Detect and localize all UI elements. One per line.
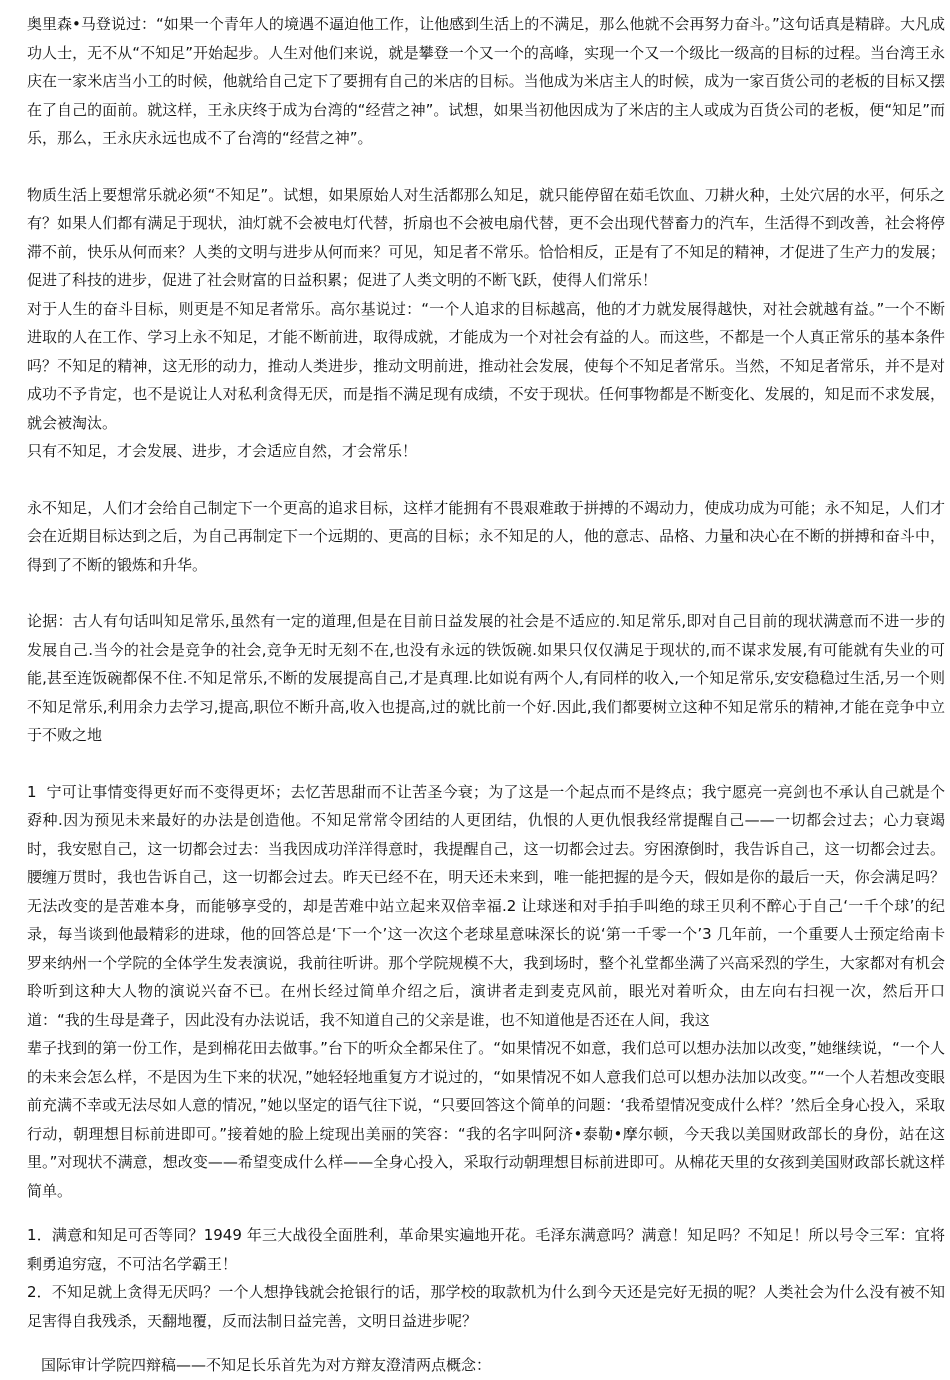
paragraph-gap: [27, 466, 945, 494]
paragraph-gap: [27, 579, 945, 607]
paragraph-gap: [27, 153, 945, 181]
document-page: [27, 10, 945, 1380]
paragraph-gap: [27, 1205, 945, 1221]
paragraph-examples: 1 宁可让事情变得更好而不变得更坏；去忆苦思甜而不让苦圣今衰；为了这是一个起点而不是终点；我宁愿亮一亮剑也不承认自己就是个孬种.因为预见未来最好的办法是创造他。不知足常常令团结的人更团结，仇恨的人更仇恨我经常提醒自己——一切都会过去；心力衰竭时，我安慰自己，这一切都会过去：当我因成功洋洋得意时，我提醒自己，这一切都会过去。穷困潦倒时，我告诉自己，这一切都会过去。腰缠万贯时，我也告诉自己，这一切都会过去。昨天已经不在，明天还未来到，唯一能把握的是今天，假如是你的最后一天，你会满足吗？无法改变的是苦难本身，而能够享受的，却是苦难中站立起来双倍幸福.2 让球迷和对手拍手叫绝的球王贝利不醉心于自己‘一千个球’的纪录，每当谈到他最精彩的进球，他的回答总是‘下一个’这一次这个老球星意味深长的说‘第一千零一个’3 几年前，一个重要人士预定给南卡罗来纳州一个学院的全体学生发表演说，我前往听讲。那个学院规模不大，我到场时，整个礼堂都坐满了兴高采烈的学生，大家都对有机会聆听到这种大人物的演说兴奋不已。在州长经过简单介绍之后，演讲者走到麦克风前，眼光对着听众，由左向右扫视一次，然后开口道：“我的生母是聋子，因此没有办法说话，我不知道自己的父亲是谁，也不知道他是否还在人间，我这 辈子找到的第一份工作，是到棉花田去做事。”台下的听众全都呆住了。“如果情况不如意，我们总可以想办法加以改变，”她继续说，“一个人的未来会怎么样，不是因为生下来的状况，”她轻轻地重复方才说过的，“如果情况不如人意我们总可以想办法加以改变。”“一个人若想改变眼前充满不幸或无法尽如人意的情况，”她以坚定的语气往下说，“只要回答这个简单的问题：‘我希望情况变成什么样？’然后全身心投入，采取行动，朝理想目标前进即可。”接着她的脸上绽现出美丽的笑容：“我的名字叫阿济•泰勒•摩尔顿，今天我以美国财政部长的身份，站在这里。”对现状不满意，想改变——希望变成什么样——全身心投入，采取行动朝理想目标前进即可。从棉花天里的女孩到美国财政部长就这样简单。: [27, 782, 945, 1200]
paragraph-never-content: 永不知足，人们才会给自己制定下一个更高的追求目标，这样才能拥有不畏艰难敢于拼搏的不竭动力，使成功成为可能；永不知足，人们才会在近期目标达到之后，为自己再制定下一个远期的、更高的目标；永不知足的人，他的意志、品格、力量和决心在不断的拼搏和奋斗中，得到了不断的锻炼和升华。: [27, 498, 945, 574]
paragraph-gap: [27, 750, 945, 778]
paragraph-only-not-content: 只有不知足，才会发展、进步，才会适应自然，才会常乐！: [27, 442, 418, 460]
paragraph-question-2: 2．不知足就上贪得无厌吗？一个人想挣钱就会抢银行的话，那学校的取款机为什么到今天还是完好无损的呢？人类社会为什么没有被不知足害得自我残杀，天翻地覆，反而法制日益完善，文明日益进步呢？: [27, 1283, 945, 1330]
paragraph-gap: [27, 1335, 945, 1351]
paragraph-question-1: 1．满意和知足可否等同？1949 年三大战役全面胜利，革命果实遍地开花。毛泽东满意吗？满意！知足吗？不知足！所以号令三军：宜将剩勇追穷寇，不可沽名学霸王！: [27, 1226, 945, 1273]
paragraph-life-goals: 对于人生的奋斗目标，则更是不知足者常乐。高尔基说过：“一个人追求的目标越高，他的才力就发展得越快，对社会就越有益。”一个不断进取的人在工作、学习上永不知足，才能不断前进，取得成就，才能成为一个对社会有益的人。而这些，不都是一个人真正常乐的基本条件吗？不知足的精神，这无形的动力，推动人类进步，推动文明前进，推动社会发展，使每个不知足者常乐。当然，不知足者常乐，并不是对成功不予肯定，也不是说让人对私利贪得无厌，而是指不满足现有成绩，不安于现状。任何事物都是不断变化、发展的，知足而不求发展，就会被淘汰。: [27, 299, 945, 432]
paragraph-debate-title: 国际审计学院四辩稿——不知足长乐首先为对方辩友澄清两点概念：: [41, 1356, 492, 1374]
paragraph-material-life: 物质生活上要想常乐就必须“不知足”。试想，如果原始人对生活都那么知足，就只能停留在茹毛饮血、刀耕火种，土处穴居的水平，何乐之有？如果人们都有满足于现状，油灯就不会被电灯代替，折扇也不会被电扇代替，更不会出现代替畜力的汽车，生活得不到改善，社会将停滞不前，快乐从何而来？人类的文明与进步从何而来？可见，知足者不常乐。恰恰相反，正是有了不知足的精神，才促进了生产力的发展；促进了科技的进步，促进了社会财富的日益积累；促进了人类文明的不断飞跃，使得人们常乐！: [27, 185, 945, 289]
paragraph-argument: 论据：古人有句话叫知足常乐,虽然有一定的道理,但是在目前日益发展的社会是不适应的.知足常乐,即对自己目前的现状满意而不进一步的发展自己.当今的社会是竞争的社会,竞争无时无刻不在,也没有永远的铁饭碗.如果只仅仅满足于现状的,而不谋求发展,有可能就有失业的可能,甚至连饭碗都保不住.不知足常乐,不断的发展提高自己,才是真理.比如说有两个人,有同样的收入,一个知足常乐,安安稳稳过生活,另一个则不知足常乐,利用余力去学习,提高,职位不断升高,收入也提高,过的就比前一个好.因此,我们都要树立这种不知足常乐的精神,才能在竞争中立于不败之地: [27, 612, 945, 744]
paragraph-wang-yongqing: 奥里森•马登说过：“如果一个青年人的境遇不逼迫他工作，让他感到生活上的不满足，那么他就不会再努力奋斗。”这句话真是精辟。大凡成功人士，无不从“不知足”开始起步。人生对他们来说，就是攀登一个又一个的高峰，实现一个又一个级比一级高的目标的过程。当台湾王永庆在一家米店当小工的时候，他就给自己定下了要拥有自己的米店的目标。当他成为米店主人的时候，成为一家百货公司的老板的目标又摆在了自己的面前。就这样，王永庆终于成为台湾的“经营之神”。试想，如果当初他因成为了米店的主人或成为百货公司的老板，便“知足”而乐，那么，王永庆永远也成不了台湾的“经营之神”。: [27, 15, 945, 147]
